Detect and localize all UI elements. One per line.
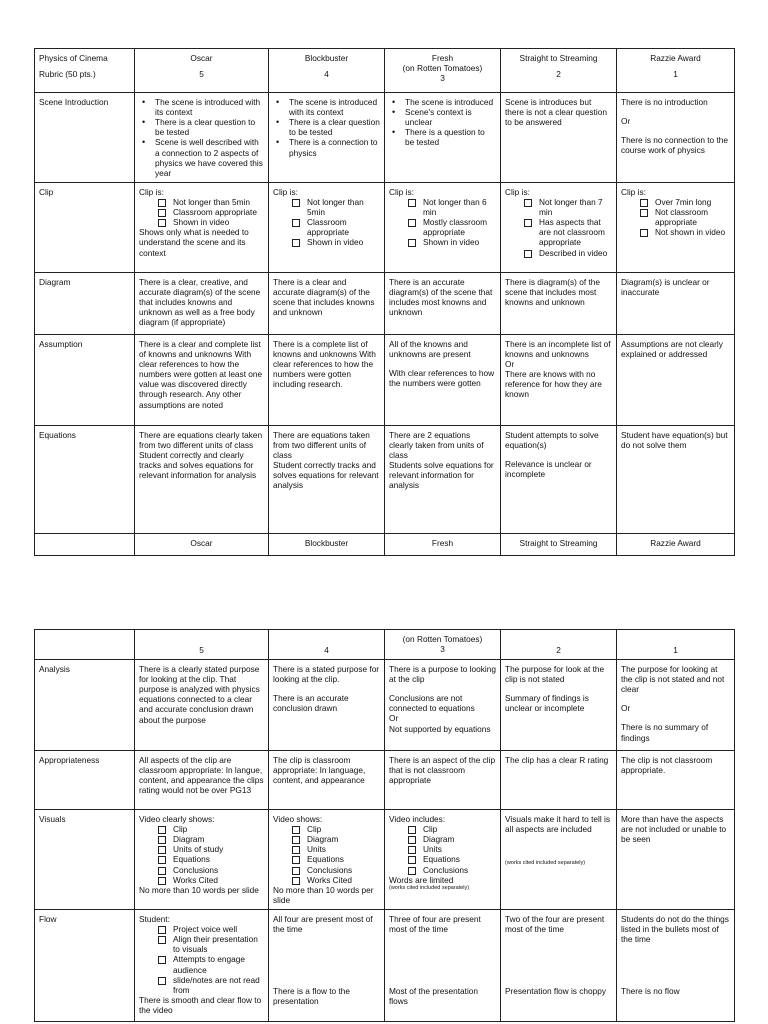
- header-razzie-award: Razzie Award 1: [617, 49, 735, 93]
- row-visuals: Visuals Video clearly shows: Clip Diagram Units of study Equations Conclusions Works Cited No more than 10 words per slide Video shows: Clip Diagram Units Equations Conclusions Works Cited No more than 10 words per slide Video includes: Clip Diagram Units Equations Conclusions Words are limited (works cited included separately) Visuals make it hard to tell is all aspects are included (works cited included separately) More than have the aspects are not included or unable to be seen: [35, 810, 735, 910]
- list-item: • There is a clear question to be tested: [139, 117, 264, 137]
- list-item: Conclusions: [291, 865, 380, 875]
- list-item: • The scene is introduced: [389, 97, 496, 107]
- cell-text: All aspects of the clip are classroom appropriate: In langue, content, and appearance the clips rating would not be over PG13: [135, 751, 269, 810]
- checkbox-list: [291, 197, 380, 248]
- list-item: Clip: [407, 824, 496, 834]
- list-item: Not shown in video: [639, 227, 730, 237]
- header-row: 5 4 (on Rotten Tomatoes) 3 2 1: [35, 630, 735, 660]
- criterion-label: Analysis: [35, 660, 135, 751]
- list-item: Project voice well: [157, 924, 264, 934]
- criterion-label: Diagram: [35, 272, 135, 334]
- list-item: Diagram: [157, 834, 264, 844]
- cell-text: There is diagram(s) of the scene that includes most knowns and unknown: [501, 272, 617, 334]
- list-item: slide/notes are not read from: [157, 975, 264, 995]
- list-item: Equations: [157, 854, 264, 864]
- checkbox-list: [157, 924, 264, 995]
- cell-text: Student have equation(s) but do not solve them: [617, 425, 735, 533]
- list-item: Not longer than 5min: [291, 197, 380, 217]
- rubric-title: Physics of Cinema: [39, 53, 108, 63]
- header-oscar: Oscar 5: [135, 49, 269, 93]
- list-item: • The scene is introduced with its context: [139, 97, 264, 117]
- list-item: • Scene's context is unclear: [389, 107, 496, 127]
- list-item: • There is a question to be tested: [389, 127, 496, 147]
- list-item: Clip: [291, 824, 380, 834]
- cell-text: There is a clear and complete list of knowns and unknowns With clear references to how the numbers were gotten at least one value was discovered directly through research. Any other assumptions are noted: [135, 334, 269, 425]
- list-item: • The scene is introduced with its context: [273, 97, 380, 117]
- bullet-list: [273, 97, 380, 158]
- cell-text: The clip is not classroom appropriate.: [617, 751, 735, 810]
- criterion-label: Scene Introduction: [35, 93, 135, 183]
- list-item: Not classroom appropriate: [639, 207, 730, 227]
- checkbox-list: [157, 197, 264, 227]
- corner-cell: [35, 49, 135, 93]
- cell-text: More than have the aspects are not included or unable to be seen: [617, 810, 735, 910]
- list-item: Shown in video: [407, 237, 496, 247]
- list-item: Works Cited: [157, 875, 264, 885]
- row-appropriateness: [35, 751, 735, 810]
- score-4: 4: [269, 630, 385, 660]
- cell-text: The clip has a clear R rating: [501, 751, 617, 810]
- footer-row: [35, 533, 735, 555]
- row-scene-introduction: Scene Introduction • The scene is introduced with its context • There is a clear question to be tested • Scene is well described with a connection to 2 aspects of physics we have covered this year • The scene is introduced with its context • There is a clear question to be tested • There is a connection to physics • The scene is introduced • Scene's context is unclear • There is a question to be tested Scene is introduces but there is not a clear question to be answered There is no introduction Or There is no connection to the course work of physics: [35, 93, 735, 183]
- score-3: 3: [440, 644, 445, 655]
- cell-text: There is an aspect of the clip that is not classroom appropriate: [385, 751, 501, 810]
- bullet-list: [139, 97, 264, 178]
- checkbox-list: [291, 824, 380, 885]
- footer-blockbuster: Blockbuster: [269, 533, 385, 555]
- cell-text: The clip is classroom appropriate: In language, content, and appearance: [269, 751, 385, 810]
- list-item: Mostly classroom appropriate: [407, 217, 496, 237]
- checkbox-list: [407, 824, 496, 875]
- criterion-label: Flow: [35, 909, 135, 1021]
- list-item: Diagram: [407, 834, 496, 844]
- cell-text: There is a complete list of knowns and unknowns With clear references to how the numbers were gotten including research.: [269, 334, 385, 425]
- list-item: Classroom appropriate: [157, 207, 264, 217]
- list-item: Not longer than 5min: [157, 197, 264, 207]
- cell-text: There is an accurate diagram(s) of the scene that includes most knowns and unknown: [385, 272, 501, 334]
- criterion-label: Clip: [35, 182, 135, 272]
- list-item: Conclusions: [157, 865, 264, 875]
- list-item: Over 7min long: [639, 197, 730, 207]
- checkbox-list: [639, 197, 730, 237]
- header-straight-to-streaming: Straight to Streaming 2: [501, 49, 617, 93]
- bullet-list: [389, 97, 496, 148]
- list-item: Not longer than 7 min: [523, 197, 612, 217]
- score-2: 2: [501, 630, 617, 660]
- criterion-label: Assumption: [35, 334, 135, 425]
- row-equations: Equations There are equations clearly taken from two different units of class Student correctly and clearly tracks and solves equations for relevant information for analysis There are equations taken from two different units of class Student correctly tracks and solves equations for relevant analysis There are 2 equations clearly taken from units of class Students solve equations for relevant information for analysis Student attempts to solve equation(s) Relevance is unclear or incomplete Student have equation(s) but do not solve them: [35, 425, 735, 533]
- footer-fresh: Fresh: [385, 533, 501, 555]
- cell-text: There is a clear, creative, and accurate diagram(s) of the scene that includes knowns and unknown as well as a free body diagram (if appropriate): [135, 272, 269, 334]
- score-4: 4: [324, 69, 329, 80]
- row-flow: Flow Student: Project voice well Align their presentation to visuals Attempts to engage audience slide/notes are not read from There is smooth and clear flow to the video All four are present most of the time There is a flow to the presentation Three of four are present most of the time Most of the presentation flows Two of the four are present most of the time Presentation flow is choppy Students do not do the things listed in the bullets most of the time There is no flow: [35, 909, 735, 1021]
- cell-text: Scene is introduces but there is not a clear question to be answered: [501, 93, 617, 183]
- criterion-label: Appropriateness: [35, 751, 135, 810]
- header-blockbuster: Blockbuster 4: [269, 49, 385, 93]
- score-1: 1: [673, 69, 678, 80]
- checkbox-list: [523, 197, 612, 258]
- footer-straight-to-streaming: Straight to Streaming: [501, 533, 617, 555]
- list-item: Equations: [291, 854, 380, 864]
- rubric-table-bottom: [34, 629, 735, 1022]
- list-item: Units: [407, 844, 496, 854]
- checkbox-list: [157, 824, 264, 885]
- rubric-table-top: [34, 48, 735, 556]
- cell-text: Diagram(s) is unclear or inaccurate: [617, 272, 735, 334]
- row-diagram: [35, 272, 735, 334]
- score-5: 5: [199, 69, 204, 80]
- cell-text: There is a clear and accurate diagram(s) of the scene that includes knowns and unknown: [269, 272, 385, 334]
- list-item: Conclusions: [407, 865, 496, 875]
- list-item: Clip: [157, 824, 264, 834]
- list-item: Not longer than 6 min: [407, 197, 496, 217]
- row-analysis: Analysis There is a clearly stated purpose for looking at the clip. That purpose is analyzed with physics equations connected to a clear and accurate conclusion drawn about the purpose There is a stated purpose for looking at the clip. There is an accurate conclusion drawn There is a purpose to looking at the clip Conclusions are not connected to equations Or Not supported by equations The purpose for look at the clip is not stated Summary of findings is unclear or incomplete The purpose for looking at the clip is not stated and not clear Or There is no summary of findings: [35, 660, 735, 751]
- list-item: • There is a connection to physics: [273, 137, 380, 157]
- rubric-points: Rubric (50 pts.): [39, 69, 96, 80]
- list-item: • There is a clear question to be tested: [273, 117, 380, 137]
- list-item: Diagram: [291, 834, 380, 844]
- list-item: • Scene is well described with a connection to 2 aspects of physics we have covered this year: [139, 137, 264, 177]
- list-item: Has aspects that are not classroom appropriate: [523, 217, 612, 247]
- list-item: Works Cited: [291, 875, 380, 885]
- list-item: Align their presentation to visuals: [157, 934, 264, 954]
- list-item: Equations: [407, 854, 496, 864]
- criterion-label: Equations: [35, 425, 135, 533]
- list-item: Classroom appropriate: [291, 217, 380, 237]
- footer-oscar: Oscar: [135, 533, 269, 555]
- header-row: [35, 49, 735, 93]
- list-item: Shown in video: [291, 237, 380, 247]
- row-assumption: Assumption There is a clear and complete list of knowns and unknowns With clear references to how the numbers were gotten at least one value was discovered directly through research. Any other assumptions are noted There is a complete list of knowns and unknowns With clear references to how the numbers were gotten including research. All of the knowns and unknowns are present With clear references to how the numbers were gotten There is an incomplete list of knowns and unknowns Or There are knows with no reference for how they are known Assumptions are not clearly explained or addressed: [35, 334, 735, 425]
- cell-text: Assumptions are not clearly explained or addressed: [617, 334, 735, 425]
- footer-razzie-award: Razzie Award: [617, 533, 735, 555]
- list-item: Described in video: [523, 248, 612, 258]
- header-fresh: Fresh (on Rotten Tomatoes) 3: [385, 49, 501, 93]
- cell-text: There is a clearly stated purpose for looking at the clip. That purpose is analyzed with physics equations connected to a clear and accurate conclusion drawn about the purpose: [135, 660, 269, 751]
- list-item: Units of study: [157, 844, 264, 854]
- row-clip: Clip Clip is: Not longer than 5min Classroom appropriate Shown in video Shows only what is needed to understand the scene and its context Clip is: Not longer than 5min Classroom appropriate Shown in video Clip is: Not longer than 6 min Mostly classroom appropriate Shown in video Clip is: Not longer than 7 min Has aspects that are not classroom appropriate Described in video Clip is: Over 7min long Not classroom appropriate Not shown in video: [35, 182, 735, 272]
- score-5: 5: [135, 630, 269, 660]
- list-item: Attempts to engage audience: [157, 954, 264, 974]
- list-item: Units: [291, 844, 380, 854]
- criterion-label: Visuals: [35, 810, 135, 910]
- score-2: 2: [556, 69, 561, 80]
- checkbox-list: [407, 197, 496, 248]
- list-item: Shown in video: [157, 217, 264, 227]
- score-1: 1: [617, 630, 735, 660]
- score-3: 3: [440, 73, 445, 84]
